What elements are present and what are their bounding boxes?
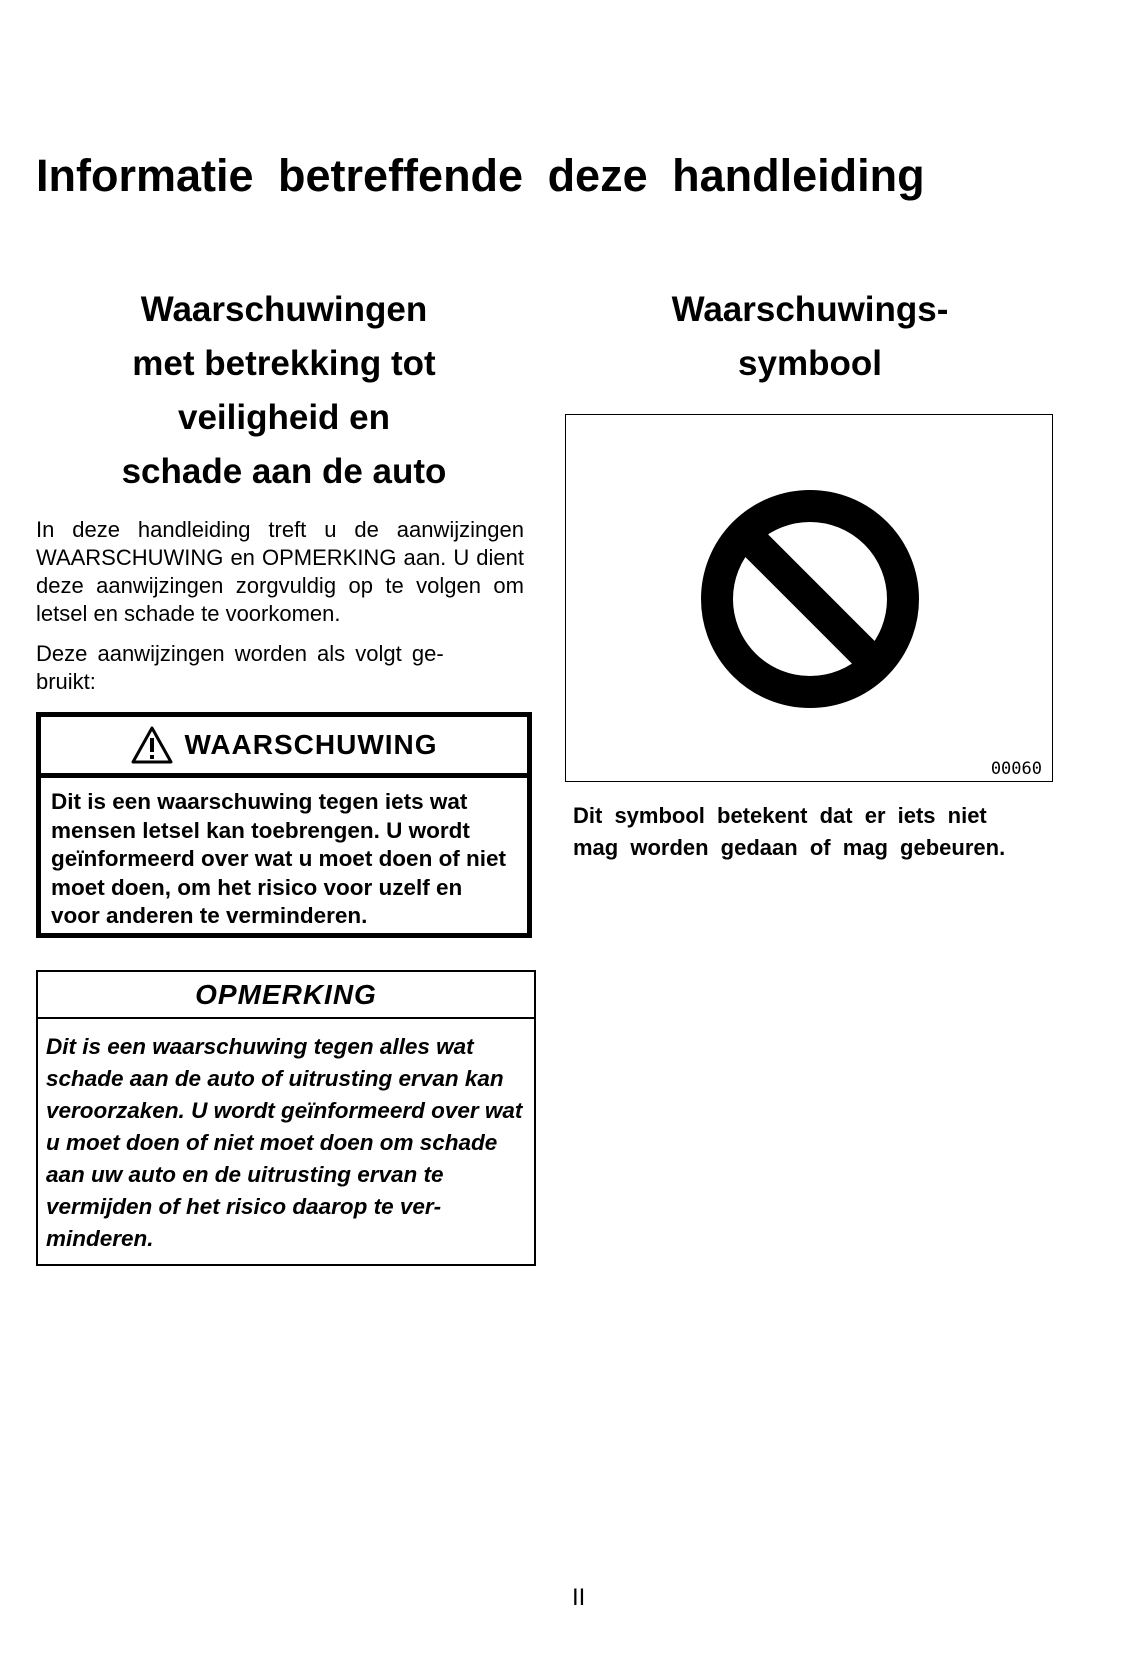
note-header [38, 972, 534, 1019]
safety-warnings-heading [36, 283, 532, 499]
heading-line: veiligheid en [178, 398, 390, 437]
heading-line: symbool [738, 344, 882, 383]
symbol-caption: Dit symbool betekent dat er iets niet mag worden gedaan of mag gebeuren. [573, 803, 1006, 860]
figure-code: 00060 [990, 759, 1042, 779]
page-number: II [572, 1584, 586, 1611]
note-text: Dit is een waarschuwing tegen alles wat schade aan de auto of uitrusting ervan kan veroorzaken. U wordt geïnformeerd over wat u moet doen of niet moet doen om schade aan uw auto en de uitrusting ervan te vermijden of het risico daarop te ver-minderen. [46, 1034, 523, 1251]
usage-paragraph: Deze aanwijzingen worden als volgt ge-bruikt: [36, 641, 444, 694]
warning-text: Dit is een waarschuwing tegen iets wat mensen letsel kan toebrengen. U wordt geïnformeerd over wat u moet doen of niet moet doen, om het risico voor uzelf en voor anderen te verminderen. [51, 789, 507, 928]
heading-line: met betrekking tot [132, 344, 436, 383]
warning-symbol-heading [565, 283, 1055, 391]
heading-line: Waarschuwingen [140, 290, 428, 329]
warning-title: WAARSCHUWING [184, 729, 438, 760]
warning-box [36, 712, 532, 938]
heading-line: schade aan de auto [121, 452, 447, 491]
page-title: Informatie betreffende deze handleiding [36, 150, 925, 201]
intro-paragraph: In deze handleiding treft u de aanwijzingen WAARSCHUWING en OPMERKING aan. U dient deze aanwijzingen zorgvuldig op te volgen om letsel en schade te voorkomen. [36, 517, 524, 626]
note-box [36, 970, 536, 1266]
symbol-figure [565, 414, 1053, 782]
warning-triangle-icon [130, 725, 174, 765]
prohibition-icon [701, 490, 919, 708]
warning-header [41, 717, 527, 778]
heading-line: Waarschuwings- [671, 290, 949, 329]
note-title: OPMERKING [195, 978, 377, 1010]
